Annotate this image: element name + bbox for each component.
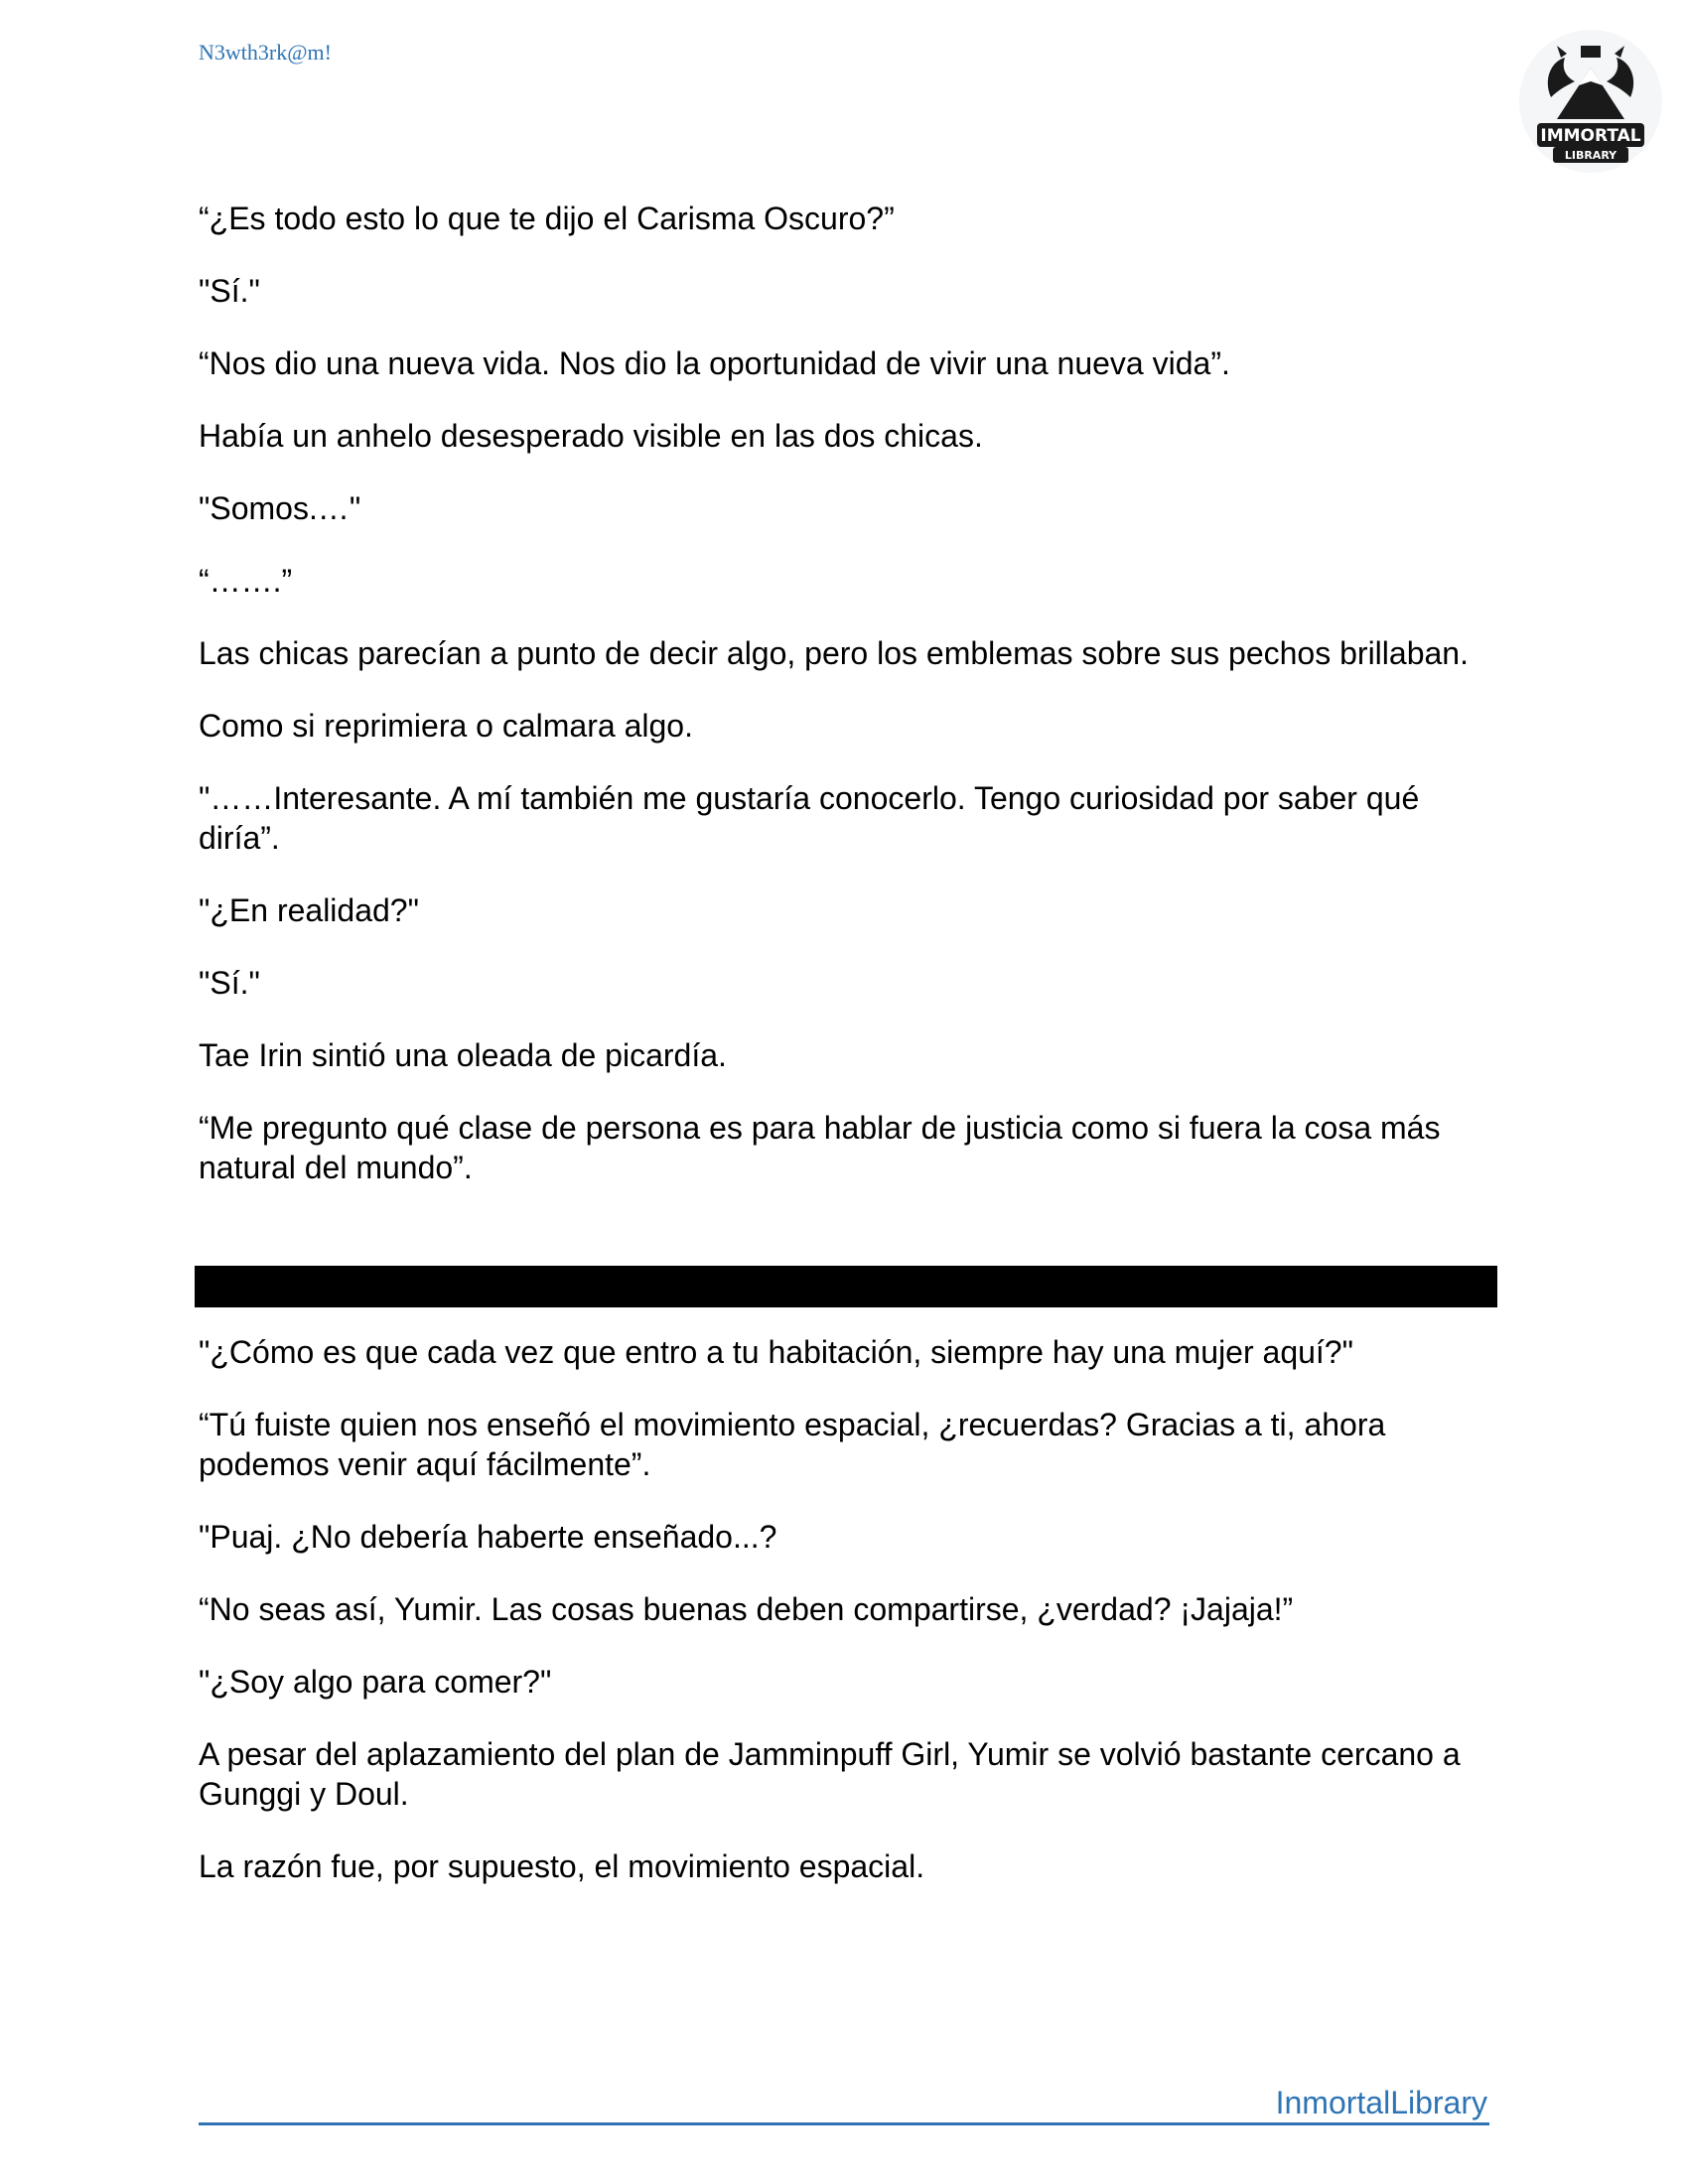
logo-bottom-text: LIBRARY: [1564, 149, 1618, 162]
paragraph: Las chicas parecían a punto de decir algo, pero los emblemas sobre sus pechos brillaban.: [199, 635, 1469, 671]
paragraph: Había un anhelo desesperado visible en las dos chicas.: [199, 418, 983, 454]
paragraph: “Tú fuiste quien nos enseñó el movimiento espacial, ¿recuerdas? Gracias a ti, ahora podemos venir aquí fácilmente”.: [199, 1407, 1386, 1482]
section-one: [199, 199, 1489, 1220]
paragraph: "¿Cómo es que cada vez que entro a tu habitación, siempre hay una mujer aquí?": [199, 1334, 1353, 1370]
footer-rule: [199, 2122, 1489, 2125]
paragraph: A pesar del aplazamiento del plan de Jamminpuff Girl, Yumir se volvió bastante cercano a Gunggi y Doul.: [199, 1736, 1461, 1812]
paragraph: "……Interesante. A mí también me gustaría conocerlo. Tengo curiosidad por saber qué diría”.: [199, 780, 1420, 856]
paragraph: “No seas así, Yumir. Las cosas buenas deben compartirse, ¿verdad? ¡Jajaja!”: [199, 1591, 1294, 1627]
watermark-text: N3wth3rk@m!: [199, 40, 332, 65]
paragraph: La razón fue, por supuesto, el movimiento espacial.: [199, 1848, 925, 1884]
paragraph: "Sí.": [199, 965, 260, 1001]
footer-link[interactable]: InmortalLibrary: [1275, 2085, 1487, 2120]
section-divider: [195, 1266, 1497, 1307]
paragraph: “¿Es todo esto lo que te dijo el Carisma Oscuro?”: [199, 201, 895, 236]
paragraph: “Me pregunto qué clase de persona es para hablar de justicia como si fuera la cosa más natural del mundo”.: [199, 1110, 1441, 1185]
paragraph: Tae Irin sintió una oleada de picardía.: [199, 1037, 727, 1073]
paragraph: "Puaj. ¿No debería haberte enseñado...?: [199, 1519, 777, 1555]
immortal-library-logo: [1517, 28, 1664, 175]
paragraph: "¿Soy algo para comer?": [199, 1664, 552, 1700]
paragraph: Como si reprimiera o calmara algo.: [199, 708, 693, 744]
paragraph: “…….”: [199, 563, 293, 599]
paragraph: "Somos.…": [199, 490, 361, 526]
paragraph: "¿En realidad?": [199, 892, 419, 928]
paragraph: “Nos dio una nueva vida. Nos dio la oportunidad de vivir una nueva vida”.: [199, 345, 1230, 381]
paragraph: "Sí.": [199, 273, 260, 309]
logo-top-text: IMMORTAL: [1540, 126, 1641, 146]
section-two: [199, 1332, 1489, 1919]
